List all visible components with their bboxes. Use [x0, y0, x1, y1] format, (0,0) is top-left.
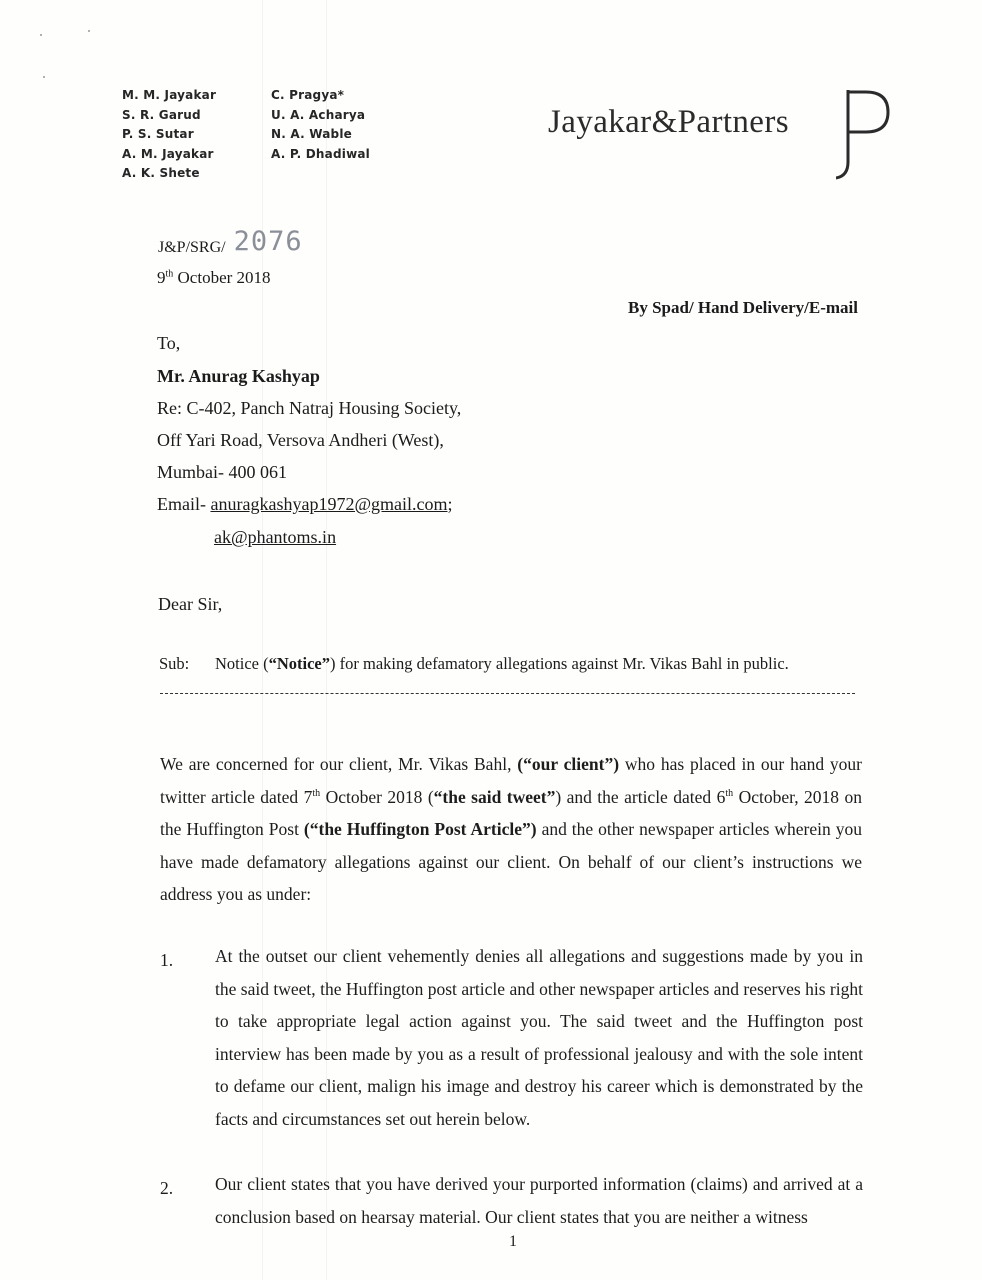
partner-name: P. S. Sutar: [122, 127, 194, 141]
intro-text: and the other newspaper articles wherein you have made defamatory allegations against our client. On behalf of our client’s instructions we address you as under:: [160, 819, 862, 904]
subject-text: Notice (: [215, 654, 269, 673]
partners-list-right: [271, 86, 370, 164]
intro-paragraph: [160, 748, 862, 911]
email-link-secondary[interactable]: ak@phantoms.in: [214, 527, 337, 547]
reference-prefix: J&P/SRG/: [158, 239, 226, 256]
firm-name: Jayakar&Partners: [548, 104, 789, 140]
recipient-name: Mr. Anurag Kashyap: [157, 366, 320, 386]
letter-date: [157, 268, 271, 288]
subject-line: [159, 654, 789, 674]
partner-name: A. M. Jayakar: [122, 146, 214, 161]
intro-text: ) and the article dated 6: [555, 786, 726, 807]
date-suffix: th: [165, 268, 174, 280]
reference-line: [158, 228, 303, 259]
email-line-secondary: [214, 527, 336, 548]
subject-bold: “Notice”: [268, 654, 331, 673]
item-number: 2.: [160, 1178, 174, 1198]
date-month-year: October 2018: [173, 268, 271, 287]
intro-text: October 2018 (: [320, 786, 434, 807]
item-paragraph: At the outset our client vehemently denies all allegations and suggestions made by you in the said tweet, the Huffington post article and other newspaper articles and reserves his right to take appropriate legal action against you. The said tweet and the Huffington post interview has been made by you as a result of professional jealousy and with the sole intent to defame our client, malign his image and destroy his career which is demonstrated by the facts and circumstances set out herein below.: [215, 946, 863, 1129]
delivery-mode: By Spad/ Hand Delivery/E-mail: [628, 298, 858, 317]
address-line: Off Yari Road, Versova Andheri (West),: [157, 430, 444, 450]
subject-text: ) for making defamatory allegations against Mr. Vikas Bahl in public.: [330, 654, 789, 673]
item-number: 1.: [160, 950, 174, 970]
firm-logo: [548, 84, 908, 180]
intro-bold: (“our client”): [517, 754, 620, 774]
scan-speck: [40, 34, 42, 36]
address-line: Re: C-402, Panch Natraj Housing Society,: [157, 398, 462, 418]
partners-list-left: [122, 86, 216, 184]
address-line: Mumbai- 400 061: [157, 462, 287, 482]
partner-name: M. M. Jayakar: [122, 88, 217, 102]
jp-monogram-icon: [836, 84, 900, 180]
salutation: Dear Sir,: [158, 594, 223, 614]
intro-bold: “the said tweet”: [433, 786, 556, 807]
reference-number-stamp: 2076: [233, 226, 303, 257]
dashed-divider: [160, 693, 855, 694]
page-number: 1: [509, 1233, 517, 1250]
to-label: To,: [157, 333, 181, 353]
email-line: [157, 494, 453, 515]
email-link-primary[interactable]: anuragkashyap1972@gmail.com: [210, 494, 448, 514]
intro-sup: th: [312, 787, 321, 799]
email-label: Email-: [157, 494, 211, 514]
date-day: 9: [157, 268, 166, 287]
email-separator: ;: [447, 494, 453, 514]
scan-speck: [88, 30, 90, 32]
partner-name: C. Pragya*: [271, 88, 345, 102]
partner-name: U. A. Acharya: [271, 107, 366, 122]
item-paragraph: Our client states that you have derived your purported information (claims) and arrived at a conclusion based on hearsay material. Our client states that you are neither a witness: [215, 1174, 863, 1227]
partner-name: A. P. Dhadiwal: [271, 146, 370, 161]
intro-text: We are concerned for our client, Mr. Vikas Bahl,: [160, 754, 518, 774]
intro-text: who has placed in our hand your twitter article dated 7: [160, 754, 862, 807]
intro-text: October, 2018 on the Huffington Post: [160, 786, 862, 839]
intro-bold: (“the Huffington Post Article”): [303, 819, 537, 839]
partner-name: S. R. Garud: [122, 107, 201, 122]
subject-label: Sub:: [159, 654, 190, 673]
partner-name: A. K. Shete: [122, 166, 200, 180]
partner-name: N. A. Wable: [271, 127, 352, 141]
scan-speck: [43, 76, 45, 78]
intro-sup: th: [725, 787, 734, 799]
